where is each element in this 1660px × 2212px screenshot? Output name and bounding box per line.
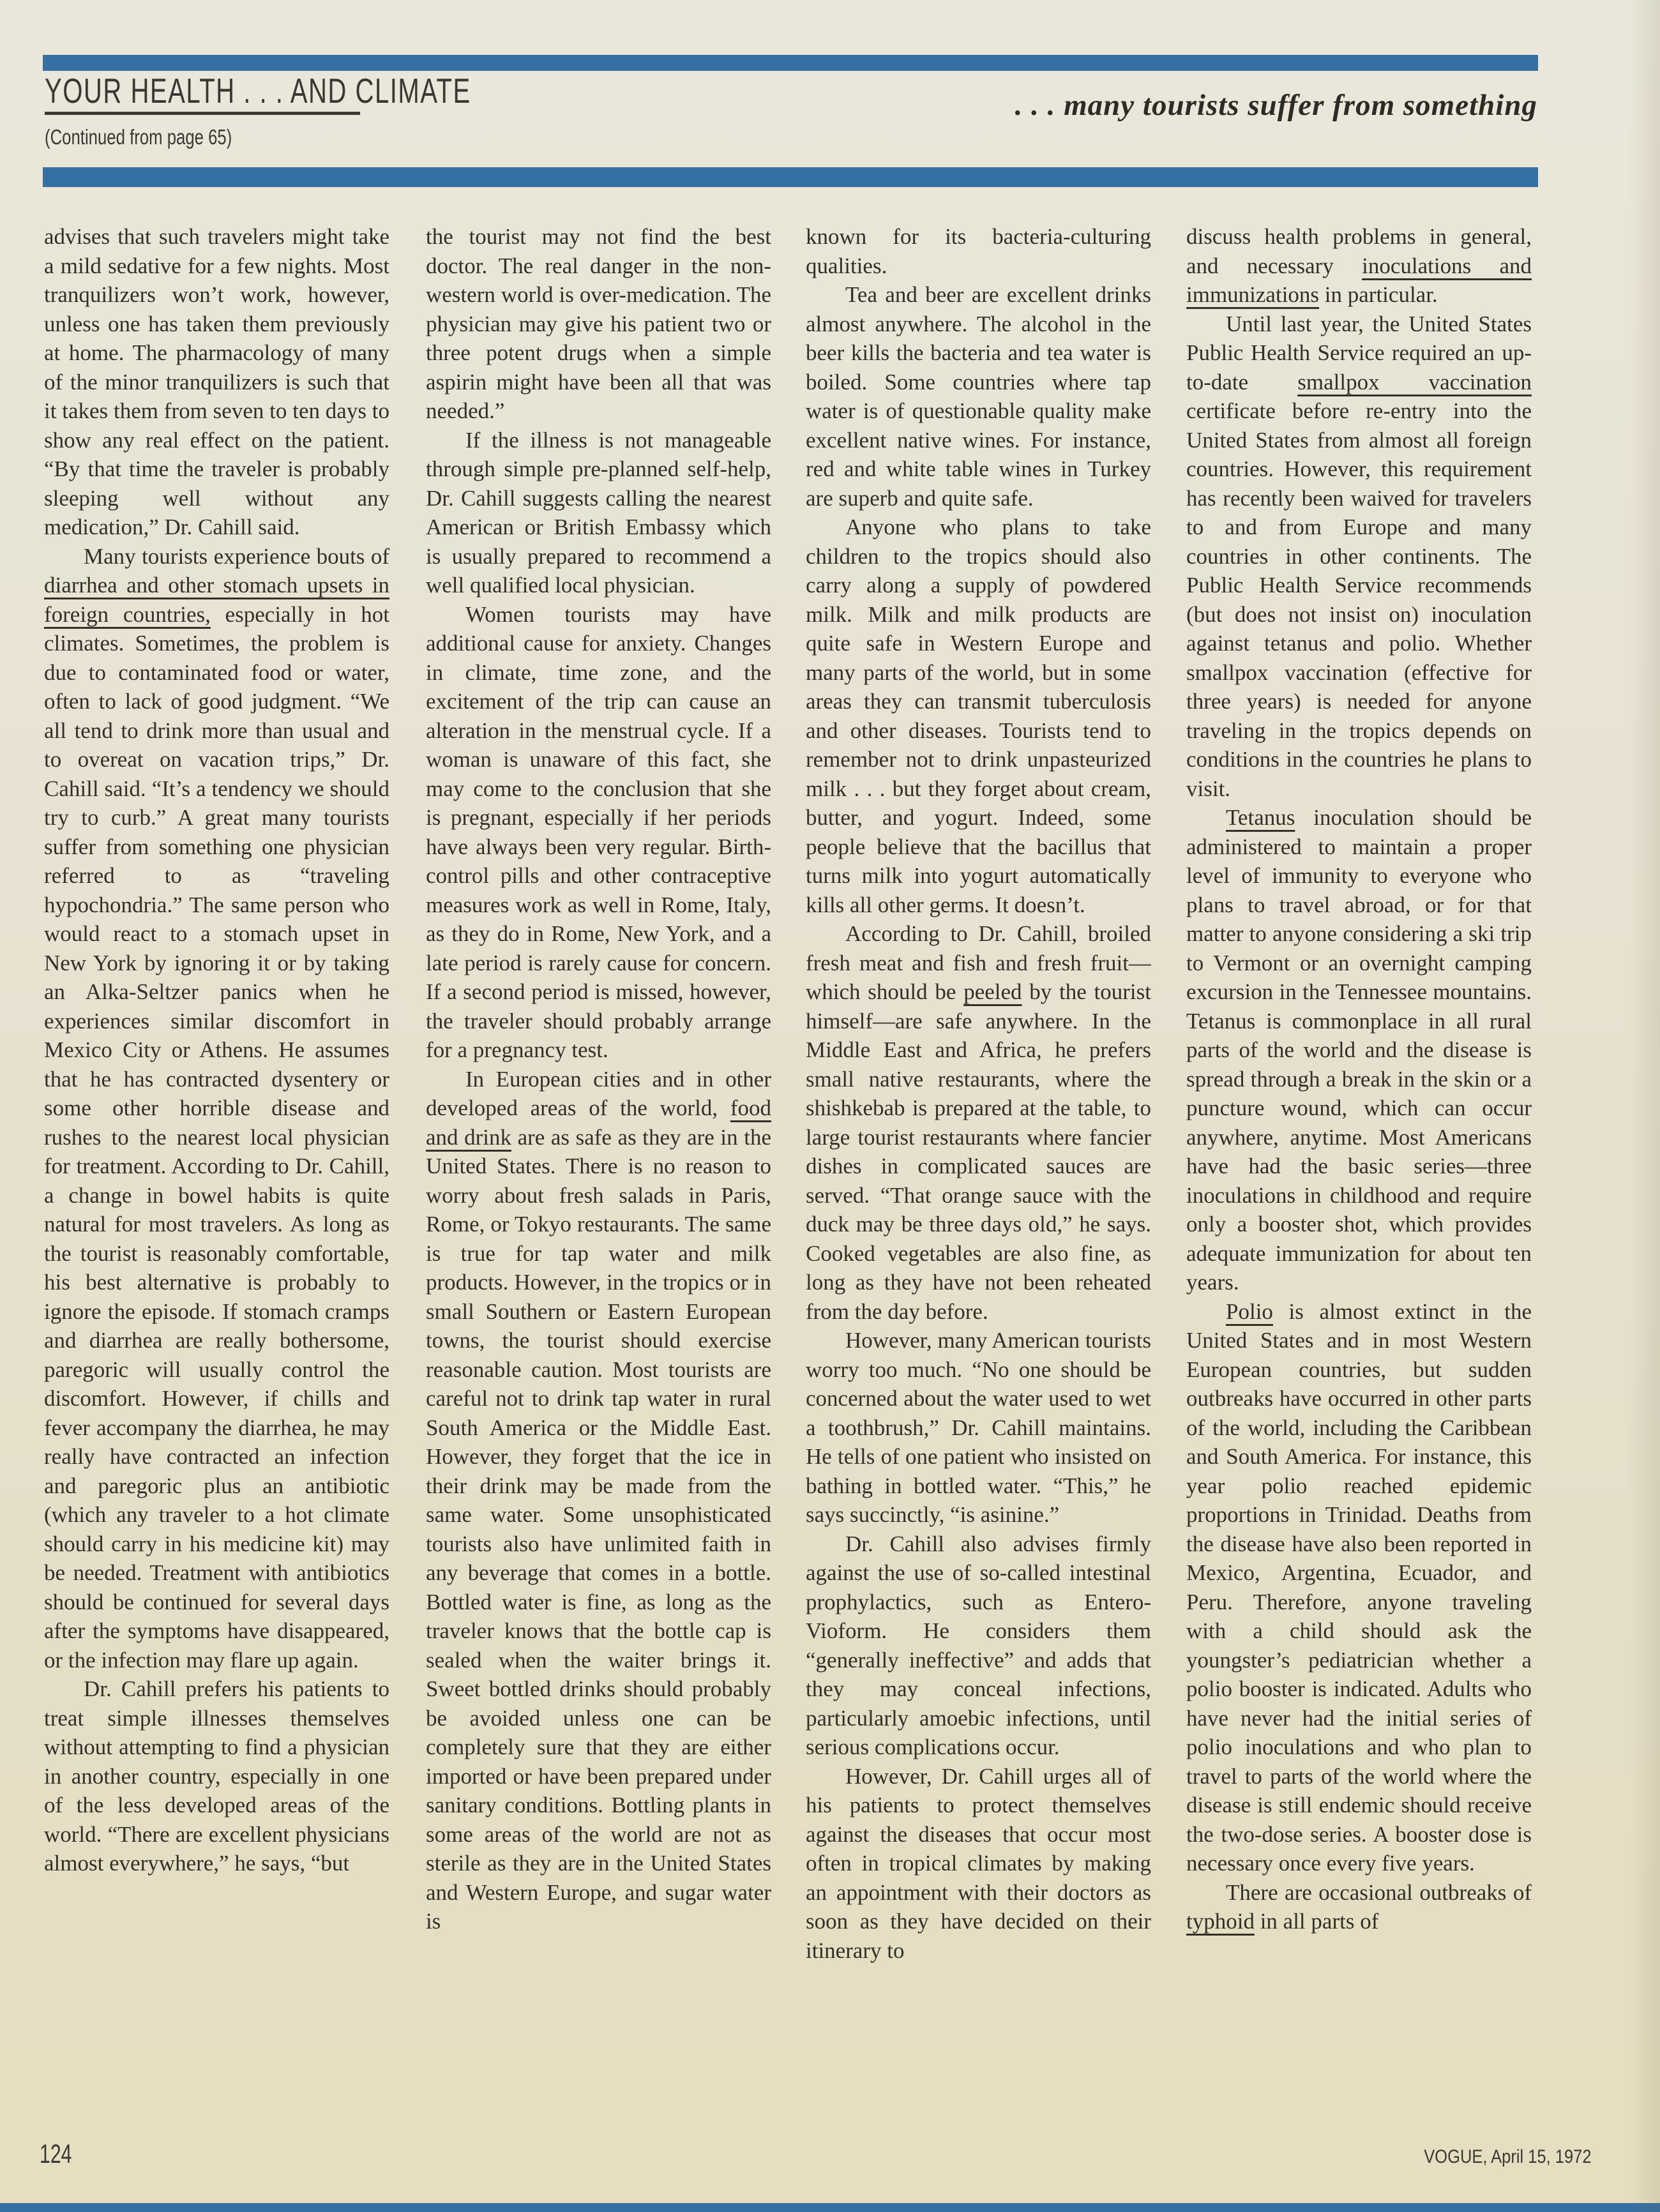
paragraph xyxy=(426,600,771,1065)
paragraph xyxy=(806,1762,1151,1966)
text-segment: However, Dr. Cahill urges all of his patients to protect themselves against the diseases that occur most often in tropical climates by making an appointment with their doctors as soon as they have decided on their itinerary to xyxy=(806,1763,1151,1963)
paragraph xyxy=(1186,1878,1532,1936)
text-segment: Tea and beer are excellent drinks almost anywhere. The alcohol in the beer kills the bacteria and tea water is boiled. Some countries where tap water is of questionable quality make excellent native wines. For instance, red and white table wines in Turkey are superb and quite safe. xyxy=(806,282,1151,511)
text-segment: in particular. xyxy=(1319,282,1438,307)
paragraph xyxy=(44,542,389,1675)
text-segment: In European cities and in other developed areas of the world, xyxy=(426,1066,771,1120)
text-column-4 xyxy=(1186,222,1532,2107)
text-segment: Until last year, the United States Public Health Service required an up-to-date xyxy=(1186,311,1532,395)
text-segment: According to Dr. Cahill, broiled fresh meat and fish and fresh fruit—which should be xyxy=(806,921,1151,1004)
top-accent-bar xyxy=(43,55,1538,71)
paragraph xyxy=(806,280,1151,513)
text-segment: are as safe as they are in the United States. There is no reason to worry about fresh salads in Paris, Rome, or Tokyo restaurants. The same is true for tap water and milk products. However, in the tropics or in small Southern or Eastern European towns, the tourist should exercise reasonable caution. Most tourists are careful not to drink tap water in rural South America or the Middle East. However, they forget that the ice in their drink may be made from the same water. Some unsophisticated tourists also have unlimited faith in any beverage that comes in a bottle. Bottled water is fine, as long as the traveler knows that the bottle cap is sealed when the waiter brings it. Sweet bottled drinks should probably be avoided unless one can be completely sure that they are either imported or have been prepared under sanitary conditions. Bottling plants in some areas of the world are not as sterile as they are in the United States and Western Europe, and sugar water is xyxy=(426,1124,771,1934)
paragraph xyxy=(1186,222,1532,310)
underlined-phrase: diarrhea and other stomach upsets in foreign countries, xyxy=(44,573,389,627)
text-segment: Anyone who plans to take children to the tropics should also carry along a supply of powdered milk. Milk and milk products are quite safe in Western Europe and many parts of the world, but in some areas they can transmit tuberculosis and other diseases. Tourists tend to remember not to drink unpasteurized milk . . . but they forget about cream, butter, and yogurt. Indeed, some people believe that the bacillus that turns milk into yogurt automatically kills all other germs. It doesn’t. xyxy=(806,515,1151,917)
text-segment: inoculation should be administered to maintain a proper level of immunity to everyone who plans to travel abroad, or for that matter to anyone considering a ski trip to Vermont or an overnight camping excursion in the Tennessee mountains. Tetanus is commonplace in all rural parts of the world and the disease is spread through a break in the skin or a puncture wound, which can occur anywhere, anytime. Most Americans have had the basic series—three inoculations in childhood and require only a booster shot, which provides adequate immunization for about ten years. xyxy=(1186,805,1532,1295)
paragraph xyxy=(806,919,1151,1326)
text-segment: Many tourists experience bouts of xyxy=(84,543,389,569)
text-column-3 xyxy=(806,222,1151,2107)
page-number: 124 xyxy=(40,2139,72,2169)
text-segment: especially in hot climates. Sometimes, the problem is due to contaminated food or water, often to lack of good judgment. “We all tend to drink more than usual and to overeat on vacation trips,” Dr. Cahill said. “It’s a tendency we should try to curb.” A great many tourists suffer from something one physician referred to as “traveling hypochondria.” The same person who would react to a stomach upset in New York by ignoring it or by taking an Alka-Seltzer panics when he experiences similar discomfort in Mexico City or Athens. He assumes that he has contracted dysentery or some other horrible disease and rushes to the nearest local physician for treatment. According to Dr. Cahill, a change in bowel habits is quite natural for most travelers. As long as the tourist is reasonably comfortable, his best alternative is probably to ignore the episode. If stomach cramps and diarrhea are really bothersome, paregoric will usually control the discomfort. However, if chills and fever accompany the diarrhea, he may really have contracted an infection and paregoric plus an antibiotic (which any traveler to a hot climate should carry in his medicine kit) may be needed. Treatment with antibiotics should be continued for several days after the symptoms have disappeared, or the infection may flare up again. xyxy=(44,601,389,1673)
underlined-phrase: peeled xyxy=(963,979,1022,1004)
text-segment: certificate before re-entry into the United States from almost all foreign countries. However, this requirement has recently been waived for travelers to and from Europe and many countries in other continents. The Public Health Service recommends (but does not insist on) inoculation against tetanus and polio. Whether smallpox vaccination (effective for three years) is needed for anyone traveling in the tropics depends on conditions in the countries he plans to visit. xyxy=(1186,398,1532,801)
text-column-1 xyxy=(44,222,389,2107)
underlined-phrase: inoculations and immunizations xyxy=(1186,253,1532,307)
paragraph xyxy=(1186,803,1532,1297)
paragraph xyxy=(44,222,389,542)
header-accent-bar xyxy=(43,167,1538,187)
paragraph xyxy=(44,1674,389,1878)
paragraph xyxy=(426,1065,771,1936)
text-segment: However, many American tourists worry too much. “No one should be concerned about the water used to wet a toothbrush,” Dr. Cahill maintains. He tells of one patient who insisted on bathing in bottled water. “This,” he says succinctly, “is asinine.” xyxy=(806,1328,1151,1527)
paragraph xyxy=(806,513,1151,919)
page-edge-shadow xyxy=(1629,0,1660,2212)
text-segment: is almost extinct in the United States and in most Western European countries, but sudden outbreaks have occurred in other parts of the world, including the Caribbean and South America. For instance, this year polio reached epidemic proportions in Trinidad. Deaths from the disease have also been reported in Mexico, Argentina, Ecuador, and Peru. Therefore, anyone traveling with a child should ask the youngster’s pediatrician whether a polio booster is indicated. Adults who have never had the initial series of polio inoculations and who plan to travel to parts of the world where the disease is still endemic should receive the two-dose series. A booster dose is necessary once every five years. xyxy=(1186,1298,1532,1876)
text-segment: in all parts of xyxy=(1254,1909,1379,1934)
magazine-dateline: VOGUE, April 15, 1972 xyxy=(1423,2146,1591,2167)
article-title: YOUR HEALTH . . . AND CLIMATE xyxy=(45,71,471,110)
paragraph xyxy=(1186,310,1532,804)
underlined-phrase: smallpox vaccination xyxy=(1297,369,1532,395)
bottom-accent-bar xyxy=(0,2203,1660,2212)
text-segment: by the tourist himself—are safe anywhere. In the Middle East and Africa, he prefers small native restaurants, where the shishkebab is prepared at the table, to large tourist restaurants where fancier dishes in complicated sauces are served. “That orange sauce with the duck may be three days old,” he says. Cooked vegetables are also fine, as long as they have not been reheated from the day before. xyxy=(806,979,1151,1324)
text-segment: Women tourists may have additional cause for anxiety. Changes in climate, time zone, and the excitement of the trip can cause an alteration in the menstrual cycle. If a woman is unaware of this fact, she may come to the conclusion that she is pregnant, especially if her periods have always been very regular. Birth-control pills and other contraceptive measures work as well in Rome, Italy, as they do in Rome, New York, and a late period is rarely cause for concern. If a second period is missed, however, the traveler should probably arrange for a pregnancy test. xyxy=(426,601,771,1062)
paragraph xyxy=(1186,1297,1532,1878)
underlined-phrase: typhoid xyxy=(1186,1909,1255,1934)
article-kicker: . . . many tourists suffer from something xyxy=(1015,89,1537,122)
paragraph xyxy=(426,426,771,600)
text-column-2 xyxy=(426,222,771,2107)
text-segment: If the illness is not manageable through simple pre-planned self-help, Dr. Cahill suggests calling the nearest American or British Embassy which is usually prepared to recommend a well qualified local physician. xyxy=(426,427,771,598)
text-segment: advises that such travelers might take a mild sedative for a few nights. Most tranquilizers won’t work, however, unless one has taken them previously at home. The pharmacology of many of the minor tranquilizers is such that it takes them from seven to ten days to show any real effect on the patient. “By that time the traveler is probably sleeping well without any medication,” Dr. Cahill said. xyxy=(44,224,389,539)
paragraph xyxy=(806,1326,1151,1530)
text-segment: There are occasional outbreaks of xyxy=(1226,1879,1532,1905)
underlined-phrase: Polio xyxy=(1226,1298,1273,1324)
text-segment: discuss health problems in general, and necessary xyxy=(1186,224,1532,278)
underlined-phrase: Tetanus xyxy=(1226,805,1295,830)
continued-from-note: (Continued from page 65) xyxy=(45,125,232,149)
text-segment: Dr. Cahill prefers his patients to treat simple illnesses themselves without attempting to find a physician in another country, especially in one of the less developed areas of the world. “There are excellent physicians almost everywhere,” he says, “but xyxy=(44,1676,389,1876)
text-segment: known for its bacteria-culturing qualities. xyxy=(806,224,1151,278)
text-segment: the tourist may not find the best doctor. The real danger in the non-western world is over-medication. The physician may give his patient two or three potent drugs when a simple aspirin might have been all that was needed.” xyxy=(426,224,771,423)
text-segment: Dr. Cahill also advises firmly against the use of so-called intestinal prophylactics, such as Entero-Vioform. He considers them “generally ineffective” and adds that they may conceal infections, particularly amoebic infections, until serious complications occur. xyxy=(806,1531,1151,1759)
paragraph xyxy=(426,222,771,426)
title-underline-rule xyxy=(45,112,360,115)
paragraph xyxy=(806,222,1151,280)
underlined-phrase: food and drink xyxy=(426,1095,771,1150)
paragraph xyxy=(806,1530,1151,1762)
